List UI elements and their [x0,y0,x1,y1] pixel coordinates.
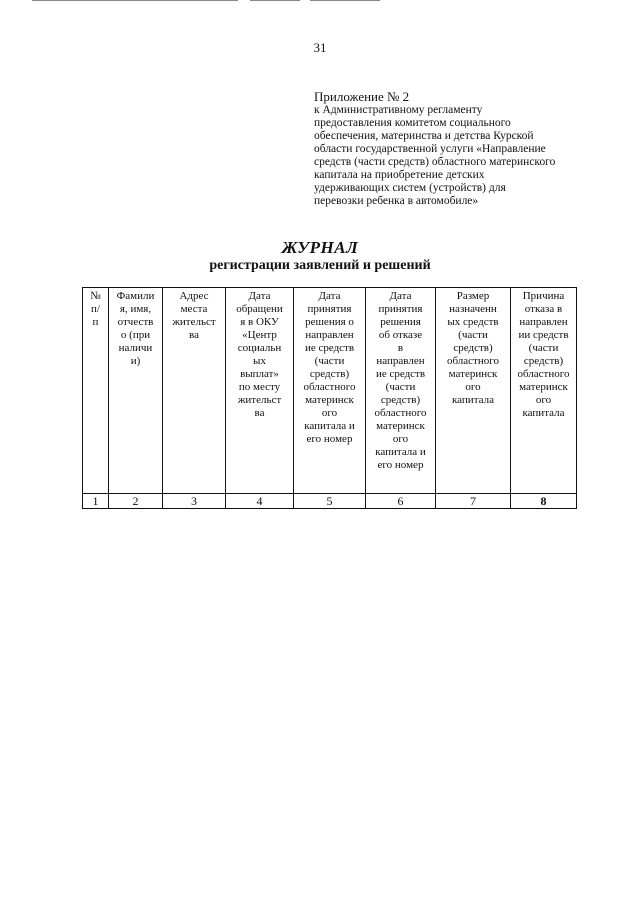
header-cell-refusal-reason [511,288,577,494]
header-cell-approval-date [294,288,366,494]
header-cell-address [163,288,226,494]
column-number: 3 [163,494,226,509]
journal-subtitle: регистрации заявлений и решений [209,258,431,273]
table-column-number-row [83,494,577,509]
appendix-line: предоставления комитетом социального [314,117,511,129]
column-number: 7 [436,494,511,509]
header-cell-full-name [109,288,163,494]
header-label: Дата обращени я в ОКУ «Центр социальн ых выплат» по месту жительст ва [236,290,283,419]
column-number: 2 [109,494,163,509]
appendix-line: капитала на приобретение детских [314,169,485,181]
appendix-note [314,90,614,208]
page-number: 31 [313,40,327,55]
header-label: Причина отказа в направлен ии средств (части средств) областного материнск ого капитала [517,290,570,419]
table-header-row [83,288,577,494]
appendix-line: перевозки ребенка в автомобиле» [314,195,479,207]
header-label: Фамили я, имя, отчеств о (при наличи и) [116,290,155,367]
appendix-line: области государственной услуги «Направление [314,143,546,155]
header-cell-refusal-date [366,288,436,494]
top-rule-middle [250,0,300,1]
column-number: 6 [366,494,436,509]
header-cell-application-date [226,288,294,494]
header-label: Размер назначенн ых средств (части средств) областного материнск ого капитала [446,290,499,406]
column-number: 8 [511,494,577,509]
top-rule-left [32,0,238,1]
column-number: 5 [294,494,366,509]
header-label: Дата принятия решения о направлен ие средств (части средств) областного материнск ого капитала и его номер [303,290,356,445]
header-label: Дата принятия решения об отказе в направлен ие средств (части средств) областного материнск ого капитала и его номер [374,290,427,471]
appendix-line: обеспечения, материнства и детства Курской [314,130,534,142]
column-number: 1 [83,494,109,509]
column-number: 4 [226,494,294,509]
top-rule-right [310,0,380,1]
appendix-line: Приложение № 2 [314,89,410,104]
header-cell-number [83,288,109,494]
journal-title: ЖУРНАЛ [281,238,359,257]
registration-journal-table [82,287,577,509]
header-cell-amount [436,288,511,494]
appendix-line: удерживающих систем (устройств) для [314,182,506,194]
header-label: Адрес места жительст ва [172,290,216,341]
appendix-line: к Административному регламенту [314,104,483,116]
appendix-line: средств (части средств) областного материнского [314,156,556,168]
header-label: № п/ п [90,290,101,328]
